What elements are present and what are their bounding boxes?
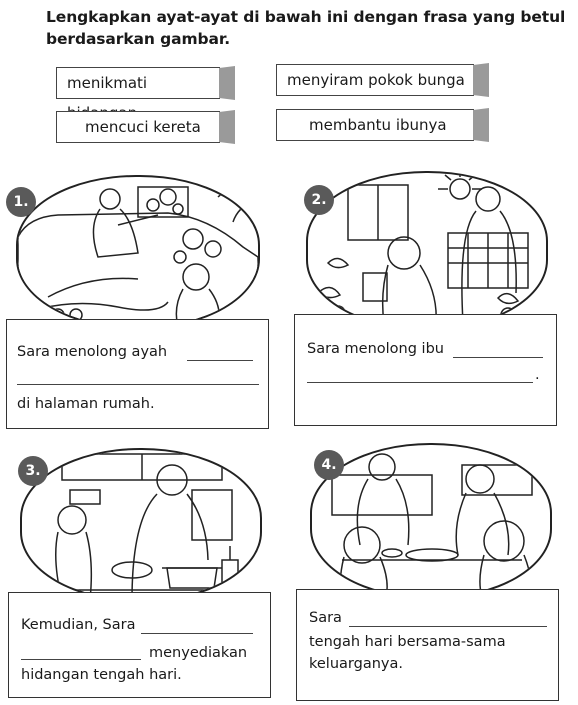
tab-icon xyxy=(219,110,235,144)
car-wash-icon xyxy=(18,177,258,327)
question-3-text-mid: menyediakan xyxy=(149,645,248,661)
question-1-text-start: Sara menolong ayah xyxy=(17,344,168,360)
question-1-text-end: di halaman rumah. xyxy=(17,396,155,412)
question-1-blank-b[interactable] xyxy=(17,384,259,385)
tab-icon xyxy=(473,63,489,97)
cooking-illustration xyxy=(20,448,262,602)
question-2-answer-box xyxy=(294,314,557,426)
question-4-text-start: Sara xyxy=(309,610,342,626)
question-1-blank-a[interactable] xyxy=(187,360,253,361)
tab-icon xyxy=(219,66,235,100)
question-3-answer-box xyxy=(8,592,271,698)
question-2-text-end: . xyxy=(535,367,540,383)
question-2-text-start: Sara menolong ibu xyxy=(307,341,444,357)
phrase-box-4 xyxy=(276,109,474,141)
question-4-text-end: keluarganya. xyxy=(309,656,403,672)
question-4-blank[interactable] xyxy=(349,626,547,627)
instruction xyxy=(46,6,571,50)
car-wash-illustration xyxy=(16,175,260,329)
instruction-line-1: Lengkapkan ayat-ayat di bawah ini dengan frasa yang betul xyxy=(46,8,566,26)
question-4-number: 4. xyxy=(314,450,344,480)
family-meal-illustration xyxy=(310,443,552,599)
phrase-text: menikmati xyxy=(67,74,148,92)
question-3-blank-a[interactable] xyxy=(141,633,253,634)
phrase-text: membantu ibunya xyxy=(309,116,447,134)
phrase-box-2 xyxy=(276,64,474,96)
cooking-pot-icon xyxy=(22,450,260,600)
watering-can-icon xyxy=(308,173,546,328)
phrase-text: mencuci kereta xyxy=(85,118,201,136)
watering-flowers-illustration xyxy=(306,171,548,330)
tab-icon xyxy=(473,108,489,142)
question-2-blank-a[interactable] xyxy=(453,357,543,358)
question-3-number: 3. xyxy=(18,456,48,486)
question-4-text-mid: tengah hari bersama-sama xyxy=(309,634,506,650)
question-3-text-start: Kemudian, Sara xyxy=(21,617,136,633)
question-4-answer-box xyxy=(296,589,559,701)
instruction-line-2: berdasarkan gambar. xyxy=(46,30,231,48)
phrase-text: menyiram pokok bunga xyxy=(287,71,465,89)
phrase-box-3 xyxy=(56,111,220,143)
phrase-box-1 xyxy=(56,67,220,99)
question-1-answer-box xyxy=(6,319,269,429)
question-2-number: 2. xyxy=(304,185,334,215)
question-3-blank-b[interactable] xyxy=(21,659,141,660)
question-1-number: 1. xyxy=(6,187,36,217)
question-3-text-end: hidangan tengah hari. xyxy=(21,667,182,683)
question-2-blank-b[interactable] xyxy=(307,382,533,383)
family-table-icon xyxy=(312,445,550,597)
